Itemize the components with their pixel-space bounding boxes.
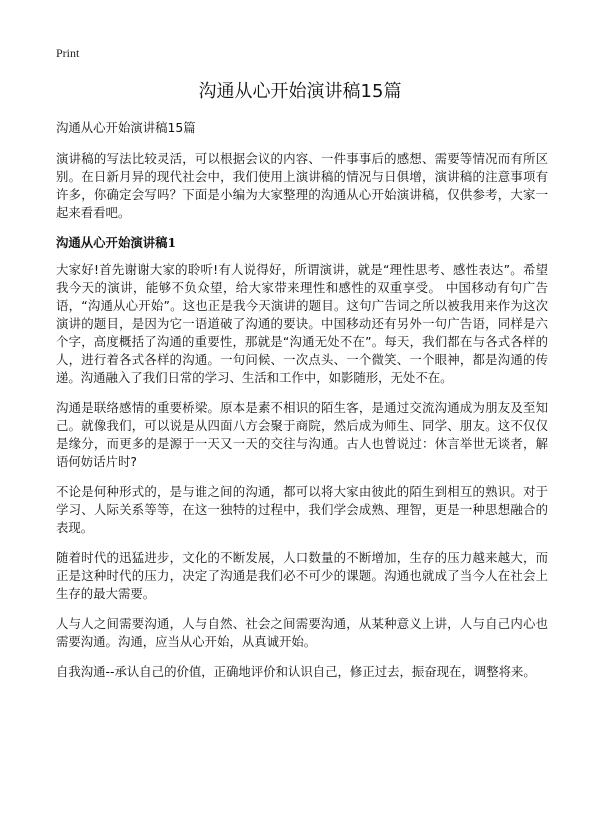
body-paragraph: 不论是何种形式的，是与谁之间的沟通，都可以将大家由彼此的陌生到相互的熟识。对于学习、人际关系等等，在这一独特的过程中，我们学会成熟、理智，更是一种思想融合的表现。	[56, 484, 548, 535]
article-body	[56, 150, 548, 693]
page-title: 沟通从心开始演讲稿15篇	[198, 81, 402, 102]
body-paragraph: 大家好!首先谢谢大家的聆听!有人说得好，所谓演讲，就是“理性思考、感性表达”。希望我今天的演讲，能够不负众望，给大家带来理性和感性的双重享受。 中国移动有句广告语，“沟通从心开始”。这也正是我今天演讲的题目。这句广告词之所以被我用来作为这次演讲的题目，是因为它一语道破了沟通的要诀。中国移动还有另外一句广告语，同样是六个字，高度概括了沟通的重要性，那就是“沟通无处不在”。每天，我们都在与各式各样的人，进行着各式各样的沟通。一句问候、一次点头、一个微笑、一个眼神，都是沟通的传递。沟通融入了我们日常的学习、生活和工作中，如影随形，无处不在。	[56, 262, 548, 385]
body-paragraph: 沟通是联络感情的重要桥梁。原本是素不相识的陌生客，是通过交流沟通成为朋友及至知己。就像我们，可以说是从四面八方会聚于商院，然后成为师生、同学、朋友。这不仅仅是缘分，而更多的是源于一天又一天的交往与沟通。古人也曾说过：休言举世无谈者，解语何妨话片时?	[56, 400, 548, 469]
section-heading: 沟通从心开始演讲稿1	[56, 235, 177, 250]
intro-paragraph: 演讲稿的写法比较灵活，可以根据会议的内容、一件事事后的感想、需要等情况而有所区别。在日新月异的现代社会中，我们使用上演讲稿的情况与日俱增，演讲稿的注意事项有许多，你确定会写吗？下面是小编为大家整理的沟通从心开始演讲稿，仅供参考，大家一起来看看吧。	[56, 151, 548, 220]
body-paragraph: 自我沟通--承认自己的价值，正确地评价和认识自己，修正过去，振奋现在，调整将来。	[56, 664, 536, 679]
body-paragraph: 随着时代的迅猛进步，文化的不断发展，人口数量的不断增加，生存的压力越来越大，而正是这种时代的压力，决定了沟通是我们必不可少的课题。沟通也就成了当今人在社会上生存的最大需要。	[56, 550, 548, 601]
document-subtitle: 沟通从心开始演讲稿15篇	[56, 120, 196, 135]
body-paragraph: 人与人之间需要沟通，人与自然、社会之间需要沟通，从某种意义上讲，人与自己内心也需要沟通。沟通，应当从心开始，从真诚开始。	[56, 616, 548, 649]
print-link[interactable]: Print	[56, 46, 80, 60]
